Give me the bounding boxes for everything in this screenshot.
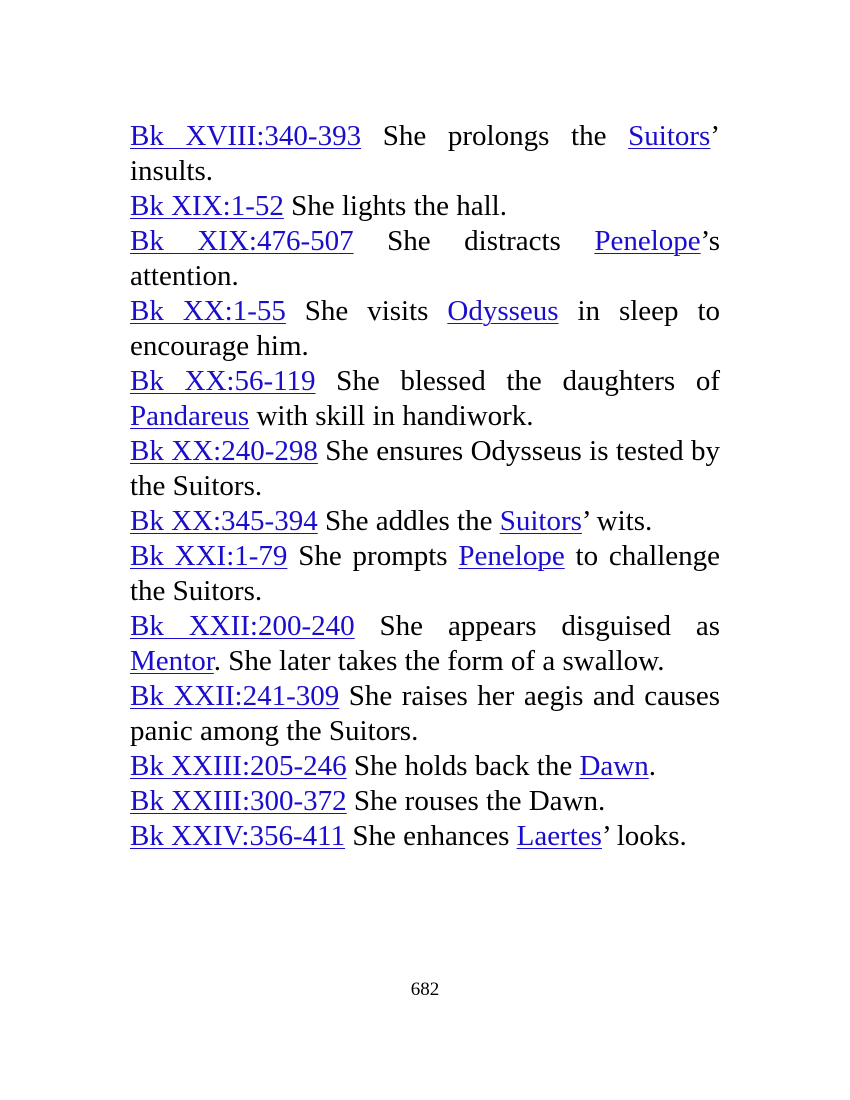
entry-paragraph: [130, 539, 720, 609]
book-reference-link[interactable]: Bk XXII:200-240: [130, 610, 355, 642]
entry-text: in sleep to encourage him.: [130, 295, 720, 362]
entry-text: ’s attention.: [130, 225, 720, 292]
document-body: [130, 119, 720, 854]
book-reference-link[interactable]: Bk XIX:1-52: [130, 190, 284, 222]
name-link[interactable]: Dawn: [579, 750, 649, 782]
entry-text: with skill in handiwork.: [249, 400, 534, 432]
name-link[interactable]: Penelope: [458, 540, 565, 572]
entry-paragraph: [130, 679, 720, 749]
name-link[interactable]: Pandareus: [130, 400, 250, 432]
entry-paragraph: [130, 609, 720, 679]
entry-text: . She later takes the form of a swallow.: [213, 645, 665, 677]
entry-paragraph: [130, 784, 720, 819]
entry-text: to challenge the Suitors.: [130, 540, 720, 607]
book-reference-link[interactable]: Bk XXIV:356-411: [130, 820, 346, 852]
book-reference-link[interactable]: Bk XX:1-55: [130, 295, 286, 327]
entry-paragraph: [130, 224, 720, 294]
entry-text: She rouses the Dawn.: [346, 785, 606, 817]
book-reference-link[interactable]: Bk XXIII:300-372: [130, 785, 347, 817]
entry-paragraph: [130, 434, 720, 504]
book-reference-link[interactable]: Bk XX:56-119: [130, 365, 316, 397]
entry-paragraph: [130, 364, 720, 434]
book-reference-link[interactable]: Bk XX:240-298: [130, 435, 318, 467]
name-link[interactable]: Suitors: [628, 120, 711, 152]
book-reference-link[interactable]: Bk XIX:476-507: [130, 225, 354, 257]
book-reference-link[interactable]: Bk XX:345-394: [130, 505, 318, 537]
name-link[interactable]: Laertes: [516, 820, 602, 852]
name-link[interactable]: Mentor: [130, 645, 214, 677]
entry-paragraph: [130, 504, 720, 539]
entry-text: She prolongs the: [361, 120, 629, 152]
entry-text: She distracts: [353, 225, 595, 257]
entry-text: She enhances: [345, 820, 517, 852]
entry-paragraph: [130, 189, 720, 224]
entry-text: ’ wits.: [581, 505, 653, 537]
book-reference-link[interactable]: Bk XXIII:205-246: [130, 750, 347, 782]
entry-text: She holds back the: [346, 750, 580, 782]
entry-text: ’ looks.: [601, 820, 687, 852]
entry-paragraph: [130, 294, 720, 364]
name-link[interactable]: Penelope: [594, 225, 701, 257]
entry-paragraph: [130, 749, 720, 784]
entry-text: She prompts: [287, 540, 459, 572]
entry-paragraph: [130, 119, 720, 189]
entry-text: She appears disguised as: [354, 610, 720, 642]
entry-text: She blessed the daughters of: [315, 365, 721, 397]
name-link[interactable]: Suitors: [499, 505, 582, 537]
entry-paragraph: [130, 819, 720, 854]
entry-text: ’ insults.: [130, 120, 720, 187]
name-link[interactable]: Odysseus: [447, 295, 559, 327]
entry-text: .: [648, 750, 656, 782]
entry-text: She visits: [285, 295, 448, 327]
entry-text: She raises her aegis and causes panic among the Suitors.: [130, 680, 720, 747]
entry-text: She ensures Odysseus is tested by the Suitors.: [130, 435, 720, 502]
book-reference-link[interactable]: Bk XVIII:340-393: [130, 120, 362, 152]
book-reference-link[interactable]: Bk XXII:241-309: [130, 680, 340, 712]
entry-text: She addles the: [317, 505, 500, 537]
entry-text: She lights the hall.: [283, 190, 507, 222]
book-reference-link[interactable]: Bk XXI:1-79: [130, 540, 288, 572]
page-number: 682: [410, 979, 440, 1000]
